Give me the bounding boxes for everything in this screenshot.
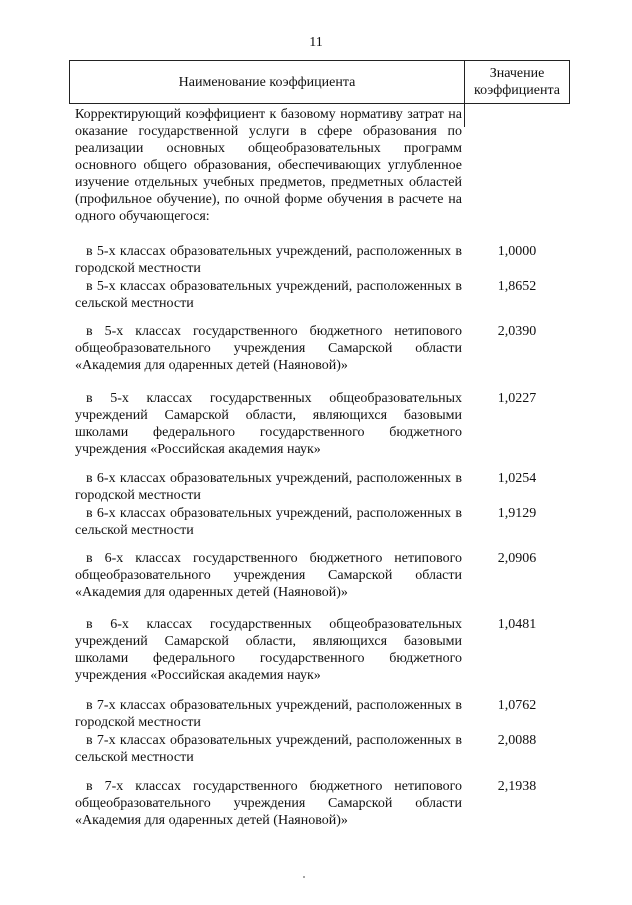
intro-text: Корректирующий коэффициент к базовому нормативу затрат на оказание государственной услуги в сфере образования по реализации основных общеобразовательных программ основного общего образования, обеспечивающих углубленное изучение отдельных учебных предметов, предметных областей (профильное обучение), по очной форме обучения в расчете на одного обучающегося: — [75, 107, 462, 224]
row-value: 1,0254 — [497, 471, 537, 486]
row-text: в 7-х классах образовательных учреждений, расположенных в городской местности — [75, 698, 462, 730]
row-value: 1,9129 — [497, 506, 537, 521]
row-text: в 6-х классах государственных общеобразовательных учреждений Самарской области, являющихся базовыми школами федерального государственного бюджетного учреждения «Российская академия наук» — [75, 617, 462, 683]
row-text: в 5-х классах образовательных учреждений, расположенных в сельской местности — [75, 279, 462, 311]
row-value: 2,0390 — [497, 324, 537, 339]
row-value: 1,0227 — [497, 391, 537, 406]
row-text: в 5-х классах государственного бюджетного нетипового общеобразовательного учреждения Самарской области «Академия для одаренных детей (Наяновой)» — [75, 324, 462, 373]
row-value: 2,1938 — [497, 779, 537, 794]
row-text: в 6-х классах образовательных учреждений, расположенных в сельской местности — [75, 506, 462, 538]
row-value: 2,0088 — [497, 733, 537, 748]
column-header-name-label: Наименование коэффициента — [178, 74, 356, 90]
page-number: 11 — [309, 35, 323, 50]
row-text: в 5-х классах государственных общеобразовательных учреждений Самарской области, являющихся базовыми школами федерального государственного бюджетного учреждения «Российская академия наук» — [75, 391, 462, 457]
column-header-name — [69, 60, 465, 104]
row-text: в 7-х классах государственного бюджетного нетипового общеобразовательного учреждения Самарской области «Академия для одаренных детей (Наяновой)» — [75, 779, 462, 828]
row-value: 1,0000 — [497, 244, 537, 259]
column-divider — [464, 103, 465, 127]
column-header-value-label: Значение коэффициента — [474, 66, 560, 98]
row-text: в 7-х классах образовательных учреждений, расположенных в сельской местности — [75, 733, 462, 765]
scan-speck — [303, 876, 305, 878]
column-header-value — [464, 60, 570, 104]
row-text: в 5-х классах образовательных учреждений, расположенных в городской местности — [75, 244, 462, 276]
row-value: 1,8652 — [497, 279, 537, 294]
row-value: 2,0906 — [497, 551, 537, 566]
row-value: 1,0481 — [497, 617, 537, 632]
row-text: в 6-х классах образовательных учреждений, расположенных в городской местности — [75, 471, 462, 503]
row-value: 1,0762 — [497, 698, 537, 713]
row-text: в 6-х классах государственного бюджетного нетипового общеобразовательного учреждения Самарской области «Академия для одаренных детей (Наяновой)» — [75, 551, 462, 600]
